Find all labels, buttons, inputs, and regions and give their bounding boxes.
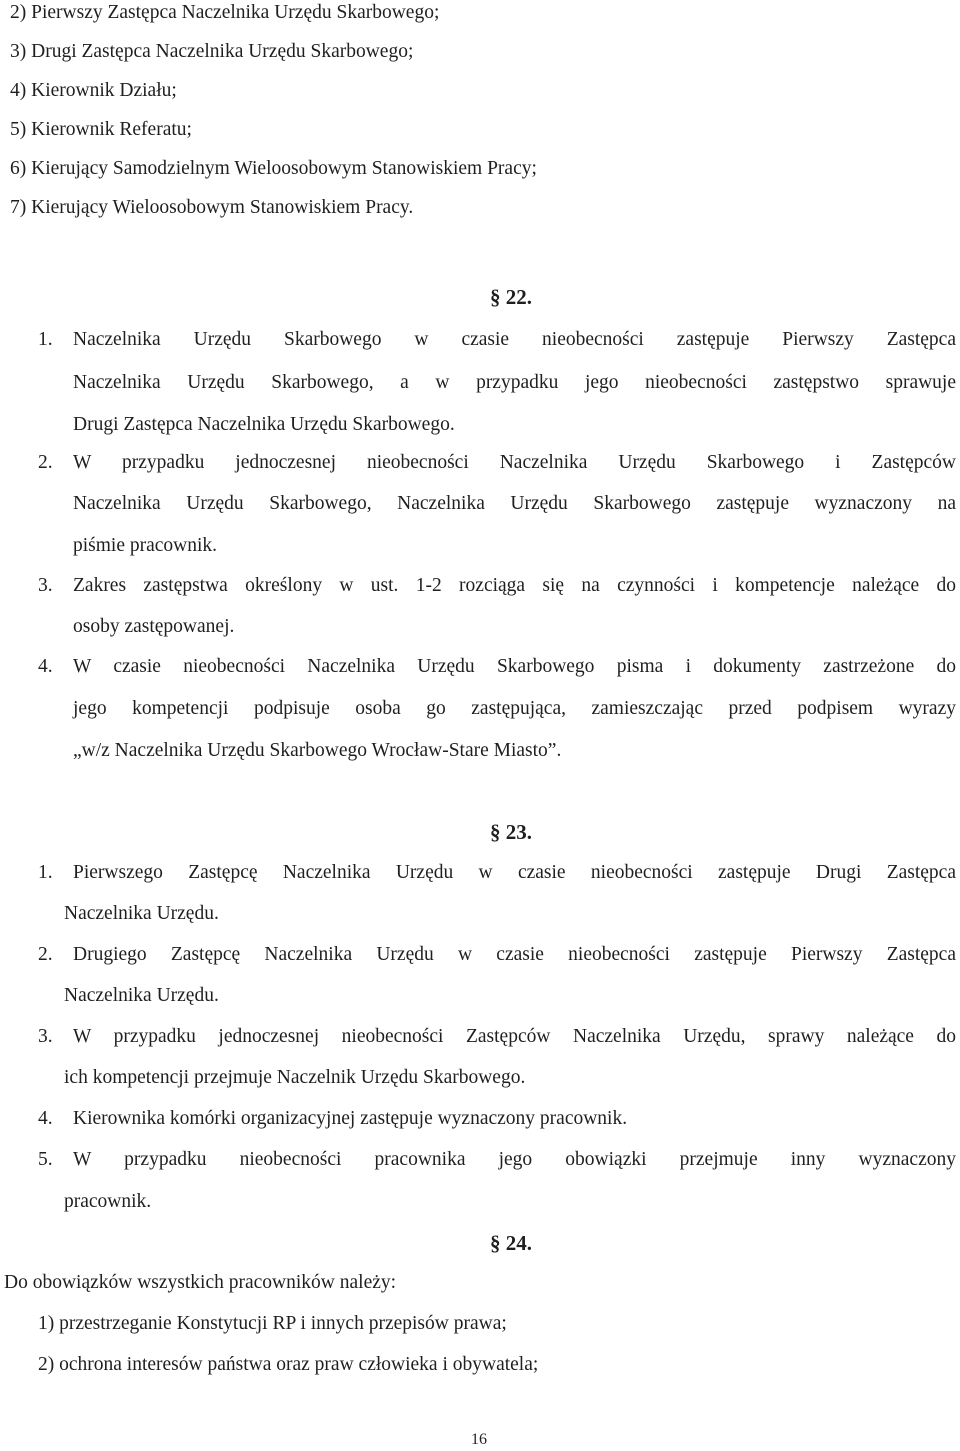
- paragraph-line: Do obowiązków wszystkich pracowników należy:: [4, 1272, 397, 1293]
- item-number: 3.: [38, 575, 53, 596]
- list-item: 7) Kierujący Wieloosobowym Stanowiskiem Pracy.: [10, 197, 414, 218]
- list-item: 1) przestrzeganie Konstytucji RP i innych przepisów prawa;: [38, 1313, 507, 1334]
- paragraph-line: W czasie nieobecności Naczelnika Urzędu Skarbowego pisma i dokumenty zastrzeżone do: [73, 656, 956, 677]
- paragraph-line: Naczelnika Urzędu Skarbowego, a w przypadku jego nieobecności zastępstwo sprawuje: [73, 372, 956, 393]
- paragraph-line: piśmie pracownik.: [73, 535, 218, 556]
- paragraph-line: W przypadku jednoczesnej nieobecności Zastępców Naczelnika Urzędu, sprawy należące do: [73, 1026, 956, 1047]
- paragraph-line: W przypadku jednoczesnej nieobecności Naczelnika Urzędu Skarbowego i Zastępców: [73, 452, 956, 473]
- list-item: 3) Drugi Zastępca Naczelnika Urzędu Skarbowego;: [10, 41, 414, 62]
- paragraph-line: Drugiego Zastępcę Naczelnika Urzędu w czasie nieobecności zastępuje Pierwszy Zastępca: [73, 944, 956, 965]
- paragraph-line: pracownik.: [64, 1191, 152, 1212]
- paragraph-line: osoby zastępowanej.: [73, 616, 235, 637]
- item-number: 3.: [38, 1026, 53, 1047]
- list-item: 5) Kierownik Referatu;: [10, 119, 192, 140]
- item-number: 1.: [38, 329, 53, 350]
- item-number: 4.: [38, 656, 53, 677]
- paragraph-line: Naczelnika Urzędu Skarbowego w czasie nieobecności zastępuje Pierwszy Zastępca: [73, 329, 956, 350]
- paragraph-line: Naczelnika Urzędu Skarbowego, Naczelnika Urzędu Skarbowego zastępuje wyznaczony na: [73, 493, 956, 514]
- item-number: 2.: [38, 452, 53, 473]
- section-heading: § 23.: [490, 820, 532, 844]
- item-number: 2.: [38, 944, 53, 965]
- paragraph-line: „w/z Naczelnika Urzędu Skarbowego Wrocław-Stare Miasto”.: [73, 740, 562, 761]
- paragraph-line: ich kompetencji przejmuje Naczelnik Urzędu Skarbowego.: [64, 1067, 526, 1088]
- paragraph-line: Kierownika komórki organizacyjnej zastępuje wyznaczony pracownik.: [73, 1108, 628, 1129]
- item-number: 4.: [38, 1108, 53, 1129]
- paragraph-line: Naczelnika Urzędu.: [64, 985, 219, 1006]
- list-item: 6) Kierujący Samodzielnym Wieloosobowym Stanowiskiem Pracy;: [10, 158, 537, 179]
- section-heading: § 22.: [490, 285, 532, 309]
- list-item: 2) Pierwszy Zastępca Naczelnika Urzędu Skarbowego;: [10, 2, 440, 23]
- page-number: 16: [471, 1431, 487, 1448]
- paragraph-line: W przypadku nieobecności pracownika jego obowiązki przejmuje inny wyznaczony: [73, 1149, 956, 1170]
- paragraph-line: Pierwszego Zastępcę Naczelnika Urzędu w czasie nieobecności zastępuje Drugi Zastępca: [73, 862, 956, 883]
- item-number: 5.: [38, 1149, 53, 1170]
- paragraph-line: Zakres zastępstwa określony w ust. 1-2 rozciąga się na czynności i kompetencje należące do: [73, 575, 956, 596]
- list-item: 4) Kierownik Działu;: [10, 80, 177, 101]
- paragraph-line: Drugi Zastępca Naczelnika Urzędu Skarbowego.: [73, 414, 455, 435]
- paragraph-line: jego kompetencji podpisuje osoba go zastępująca, zamieszczając przed podpisem wyrazy: [73, 698, 956, 719]
- item-number: 1.: [38, 862, 53, 883]
- paragraph-line: Naczelnika Urzędu.: [64, 903, 219, 924]
- section-heading: § 24.: [490, 1231, 532, 1255]
- list-item: 2) ochrona interesów państwa oraz praw człowieka i obywatela;: [38, 1354, 539, 1375]
